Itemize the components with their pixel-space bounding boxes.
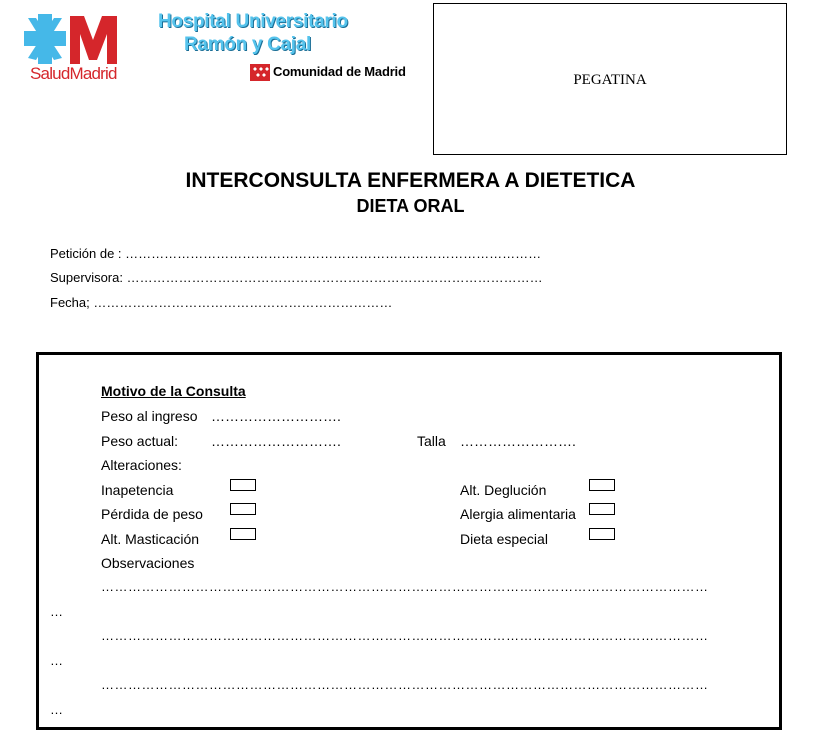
observation-line-2[interactable]: ……………………………………………………………………………………………………………………… — [101, 628, 709, 643]
checkbox-inapetencia[interactable] — [230, 479, 256, 491]
check-label-dieta-especial: Dieta especial — [460, 531, 548, 547]
observation-line-3-cont: … — [50, 702, 63, 717]
fecha-field[interactable]: Fecha; …………………………………………………………… — [50, 295, 393, 310]
comunidad-madrid-icon — [250, 64, 270, 81]
hospital-name-line2: Ramón y Cajal — [184, 34, 312, 55]
comunidad-madrid-text: Comunidad de Madrid — [273, 64, 406, 79]
peso-actual-field[interactable]: ………………………. — [211, 433, 341, 449]
checkbox-alergia-alimentaria[interactable] — [589, 503, 615, 515]
check-label-alt-masticacion: Alt. Masticación — [101, 531, 200, 547]
document-title: INTERCONSULTA ENFERMERA A DIETETICA — [185, 169, 636, 192]
salud-madrid-logo-icon — [24, 14, 124, 69]
observation-line-1[interactable]: ……………………………………………………………………………………………………………………… — [101, 579, 709, 594]
check-label-alt-deglucion: Alt. Deglución — [460, 482, 547, 498]
sticker-box — [433, 3, 787, 155]
observation-line-3[interactable]: ……………………………………………………………………………………………………………………… — [101, 677, 709, 692]
hospital-name-line1: Hospital Universitario — [158, 11, 348, 32]
observation-line-1-cont: … — [50, 604, 63, 619]
document-subtitle: DIETA ORAL — [356, 196, 465, 216]
sticker-label: PEGATINA — [573, 72, 647, 88]
peso-ingreso-label: Peso al ingreso — [101, 408, 198, 424]
peso-ingreso-field[interactable]: ………………………. — [211, 408, 341, 424]
checkbox-alt-deglucion[interactable] — [589, 479, 615, 491]
peso-actual-label: Peso actual: — [101, 433, 179, 449]
observation-line-2-cont: … — [50, 653, 63, 668]
check-label-alergia-alimentaria: Alergia alimentaria — [460, 506, 576, 522]
alteraciones-label: Alteraciones: — [101, 457, 182, 473]
checkbox-dieta-especial[interactable] — [589, 528, 615, 540]
checkbox-perdida-peso[interactable] — [230, 503, 256, 515]
supervisora-field[interactable]: Supervisora: …………………………………………………………………………………… — [50, 270, 543, 285]
observaciones-label: Observaciones — [101, 555, 195, 571]
talla-label: Talla — [417, 433, 446, 449]
checkbox-alt-masticacion[interactable] — [230, 528, 256, 540]
talla-field[interactable]: ……………………. — [460, 433, 576, 449]
section-title: Motivo de la Consulta — [101, 383, 246, 399]
check-label-perdida-peso: Pérdida de peso — [101, 506, 203, 522]
peticion-field[interactable]: Petición de : …………………………………………………………………………………… — [50, 246, 542, 261]
check-label-inapetencia: Inapetencia — [101, 482, 174, 498]
logo-text: SaludMadrid — [30, 64, 117, 83]
